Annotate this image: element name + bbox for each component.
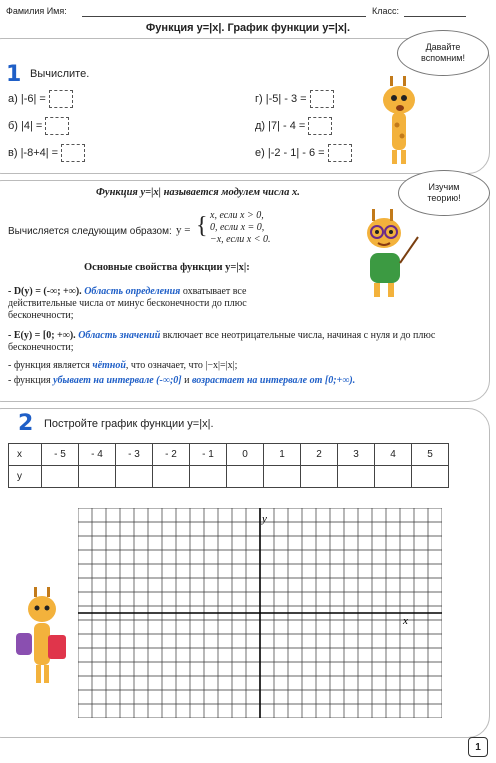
task1-item-e: е) |-2 - 1| - 6 = [255, 144, 352, 162]
theory-heading: Функция у=|x| называется модулем числа х. [96, 187, 300, 198]
y-cell[interactable] [412, 466, 449, 488]
page-title: Функция у=|x|. График функции у=|x|. [145, 22, 351, 34]
answer-box[interactable] [45, 117, 69, 135]
y-cell[interactable] [338, 466, 375, 488]
task1-item-a: а) |-6| = [8, 90, 73, 108]
property-domain: - D(y) = (-∞; +∞). Область определения охватывает все действительные числа от минус бесконечности до плюс бесконечности; [8, 286, 247, 321]
giraffe-teacher-illustration [360, 205, 422, 301]
class-line[interactable] [404, 16, 466, 17]
formula-cases: x, если x > 0, 0, если x = 0, −x, если x < 0. [210, 210, 271, 245]
props-title: Основные свойства функции у=|x|: [84, 262, 250, 273]
task2-heading: Постройте график функции у=|x|. [44, 418, 214, 430]
y-cell[interactable] [190, 466, 227, 488]
y-cell[interactable] [375, 466, 412, 488]
property-monotonic: - функция убывает на интервале (-∞;0] и возрастает на интервале от [0;+∞). [8, 375, 356, 386]
speech-bubble-remember: Давайте вспомним! [397, 30, 489, 76]
y-cell[interactable] [116, 466, 153, 488]
x-axis-label: x [403, 615, 408, 627]
class-label: Класс: [372, 6, 399, 16]
computed-label: Вычисляется следующим образом: [8, 226, 172, 237]
y-cell[interactable] [79, 466, 116, 488]
task1-number: 1 [6, 62, 22, 87]
giraffe-thinking-illustration [372, 70, 422, 170]
name-line[interactable] [82, 16, 366, 17]
speech-bubble-study: Изучим теорию! [398, 170, 490, 216]
answer-box[interactable] [61, 144, 85, 162]
name-label: Фамилия Имя: [6, 6, 67, 16]
task1-heading: Вычислите. [30, 68, 90, 80]
values-table [8, 443, 449, 488]
property-even: - функция является чётной, что означает, что |−x|=|x|; [8, 360, 238, 371]
task1-item-d: д) |7| - 4 = [255, 117, 332, 135]
y-cell[interactable] [42, 466, 79, 488]
answer-box[interactable] [49, 90, 73, 108]
y-row: y [9, 466, 449, 488]
task1-item-v: в) |-8+4| = [8, 144, 85, 162]
x-row: x - 5 - 4 - 3 - 2 - 1 0 1 2 3 4 5 [9, 444, 449, 466]
task1-item-b: б) |4| = [8, 117, 69, 135]
page-number: 1 [468, 737, 488, 757]
answer-box[interactable] [308, 117, 332, 135]
giraffe-backpack-illustration [10, 585, 72, 695]
answer-box[interactable] [328, 144, 352, 162]
formula-lhs: y = [176, 224, 191, 236]
y-cell[interactable] [301, 466, 338, 488]
y-cell[interactable] [153, 466, 190, 488]
coordinate-grid[interactable] [78, 508, 442, 718]
property-range: - E(y) = [0; +∞). Область значений включает все неотрицательные числа, начиная с нуля и до плюс бесконечности; [8, 330, 436, 353]
formula-brace: { [196, 213, 208, 239]
answer-box[interactable] [310, 90, 334, 108]
y-axis-label: y [262, 513, 267, 525]
task1-item-g: г) |-5| - 3 = [255, 90, 334, 108]
y-cell[interactable] [264, 466, 301, 488]
y-cell[interactable] [227, 466, 264, 488]
task2-number: 2 [18, 411, 34, 436]
